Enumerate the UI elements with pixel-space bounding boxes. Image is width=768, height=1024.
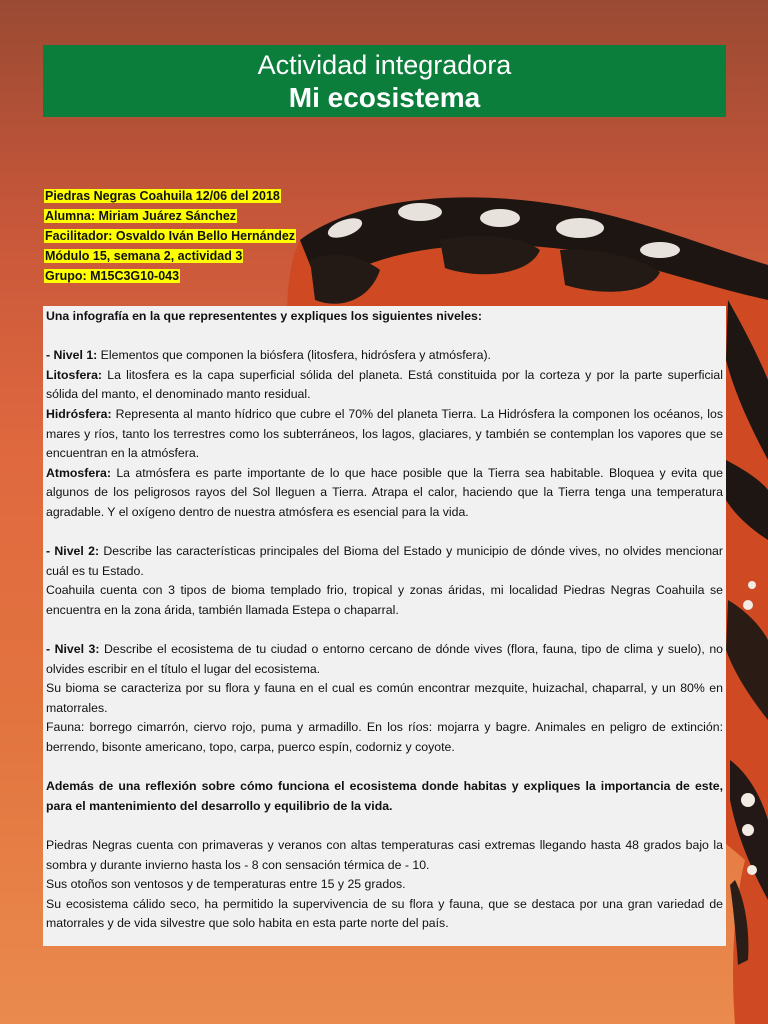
intro-paragraph: Una infografía en la que represententes y expliques los siguientes niveles:: [46, 309, 482, 323]
nivel1-paragraph: - Nivel 1: Elementos que componen la biósfera (litosfera, hidrósfera y atmósfera).: [46, 348, 491, 363]
title-banner: [43, 45, 726, 117]
activity-subtitle: Mi ecosistema: [288, 82, 481, 113]
info-student: Alumna: Miriam Juárez Sánchez: [45, 209, 237, 223]
litosfera-paragraph: Litosfera: La litosfera es la capa superficial sólida del planeta. Está constituida por la corteza y por la parte superficial sólida del manto, el denominado manto residual.: [46, 367, 723, 402]
ecosystem-paragraph: Su ecosistema cálido seco, ha permitido la supervivencia de su flora y fauna, que se destaca por una gran variedad de matorrales y de vida silvestre que solo habita en esta parte norte del país.: [46, 896, 723, 931]
info-location-date: Piedras Negras Coahuila 12/06 del 2018: [45, 189, 280, 203]
bioma-paragraph: Su bioma se caracteriza por su flora y fauna en el cual es común encontrar mezquite, huizachal, chaparral, y un 80% en matorrales.: [46, 681, 723, 715]
info-facilitator: Facilitador: Osvaldo Iván Bello Hernández: [45, 229, 296, 243]
info-module: Módulo 15, semana 2, actividad 3: [45, 249, 243, 263]
nivel2-paragraph: - Nivel 2: Describe las características principales del Bioma del Estado y municipio de dónde vives, no olvides mencionar cuál es tu Estado.: [46, 544, 723, 578]
nivel3-paragraph: - Nivel 3: Describe el ecosistema de tu ciudad o entorno cercano de dónde vives (flora, fauna, tipo de clima y suelo), no olvides escribir en el título el lugar del ecosistema.: [46, 642, 723, 676]
reflexion-prompt-paragraph: Además de una reflexión sobre cómo funciona el ecosistema donde habitas y expliques la importancia de este, para el mantenimiento del desarrollo y equilibrio de la vida.: [46, 779, 723, 813]
climate-paragraph: Piedras Negras cuenta con primaveras y veranos con altas temperaturas casi extremas llegando hasta 48 grados bajo la sombra y durante invierno hasta los - 8 con sensación térmica de - 10.: [46, 838, 723, 872]
content-panel: [43, 306, 726, 946]
autumn-paragraph: Sus otoños son ventosos y de temperaturas entre 15 y 25 grados.: [46, 877, 406, 892]
fauna-paragraph: Fauna: borrego cimarrón, ciervo rojo, puma y armadillo. En los ríos: mojarra y bagre. Animales en peligro de extinción: berrendo, bisonte americano, topo, carpa, puerco espín, codorniz y coyote.: [46, 720, 723, 755]
atmosfera-paragraph: Atmosfera: La atmósfera es parte importante de lo que hace posible que la Tierra sea habitable. Bloquea y evita que algunos de los peligrosos rayos del Sol lleguen a Tierra. Atrapa el calor, haciendo que la Tierra tenga una temperatura agradable. Y el oxígeno dentro de nuestra atmósfera es esencial para la vida.: [46, 465, 723, 519]
info-group: Grupo: M15C3G10-043: [45, 269, 180, 283]
activity-title: Actividad integradora: [257, 50, 512, 80]
hidrosfera-paragraph: Hidrósfera: Representa al manto hídrico que cubre el 70% del planeta Tierra. La Hidrósfera la componen los océanos, los mares y ríos, tanto los terrestres como los subterráneos, los lagos, glaciares, y también se contemplan los vapores que se encuentran en la atmósfera.: [46, 406, 723, 461]
nivel2-answer-paragraph: Coahuila cuenta con 3 tipos de bioma templado frio, tropical y zonas áridas, mi localidad Piedras Negras Coahuila se encuentra en la zona árida, también llamada Estepa o chaparral.: [46, 583, 723, 617]
student-info-block: [44, 186, 296, 286]
